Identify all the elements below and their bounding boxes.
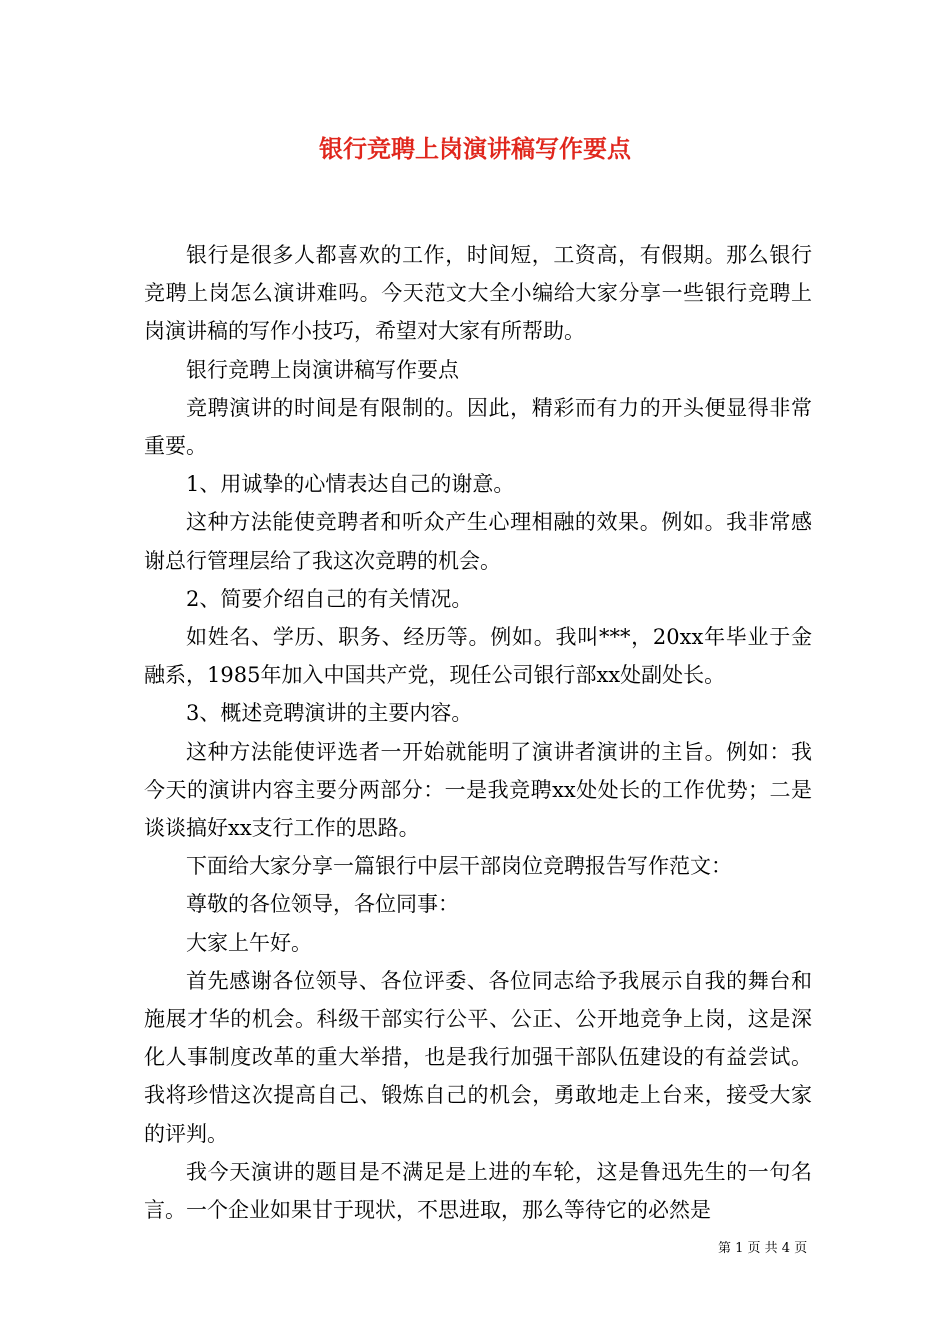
paragraph: 这种方法能使竞聘者和听众产生心理相融的效果。例如。我非常感谢总行管理层给了我这次竞聘的机会。	[144, 510, 812, 573]
paragraph: 竞聘演讲的时间是有限制的。因此，精彩而有力的开头便显得非常重要。	[144, 395, 812, 459]
page-number-footer: 第 1 页 共 4 页	[718, 1241, 808, 1256]
paragraph: 首先感谢各位领导、各位评委、各位同志给予我展示自我的舞台和施展才华的机会。科级干部实行公平、公正、公开地竞争上岗，这是深化人事制度改革的重大举措，也是我行加强干部队伍建设的有益尝试。我将珍惜这次提高自己、锻炼自己的机会，勇敢地走上台来，接受大家的评判。	[144, 968, 812, 1146]
document-title: 银行竞聘上岗演讲稿写作要点	[319, 134, 631, 163]
paragraph: 银行竞聘上岗演讲稿写作要点	[186, 357, 459, 382]
paragraph: 3、概述竞聘演讲的主要内容。	[186, 701, 473, 726]
paragraph: 下面给大家分享一篇银行中层干部岗位竞聘报告写作范文：	[186, 854, 732, 879]
document-body	[144, 236, 812, 1229]
paragraph: 如姓名、学历、职务、经历等。例如。我叫***，20xx年毕业于金融系，1985年加入中国共产党，现任公司银行部xx处副处长。	[144, 625, 812, 688]
paragraph: 尊敬的各位领导，各位同事：	[186, 892, 459, 917]
paragraph: 大家上午好。	[186, 930, 312, 955]
paragraph: 2、简要介绍自己的有关情况。	[186, 586, 473, 611]
paragraph: 这种方法能使评选者一开始就能明了演讲者演讲的主旨。例如：我今天的演讲内容主要分两部分：一是我竞聘xx处处长的工作优势；二是谈谈搞好xx支行工作的思路。	[144, 739, 812, 841]
paragraph: 银行是很多人都喜欢的工作，时间短，工资高，有假期。那么银行竞聘上岗怎么演讲难吗。今天范文大全小编给大家分享一些银行竞聘上岗演讲稿的写作小技巧，希望对大家有所帮助。	[144, 243, 812, 344]
paragraph: 我今天演讲的题目是不满足是上进的车轮，这是鲁迅先生的一句名言。一个企业如果甘于现状，不思进取，那么等待它的必然是	[144, 1159, 812, 1223]
paragraph: 1、用诚挚的心情表达自己的谢意。	[186, 472, 515, 497]
